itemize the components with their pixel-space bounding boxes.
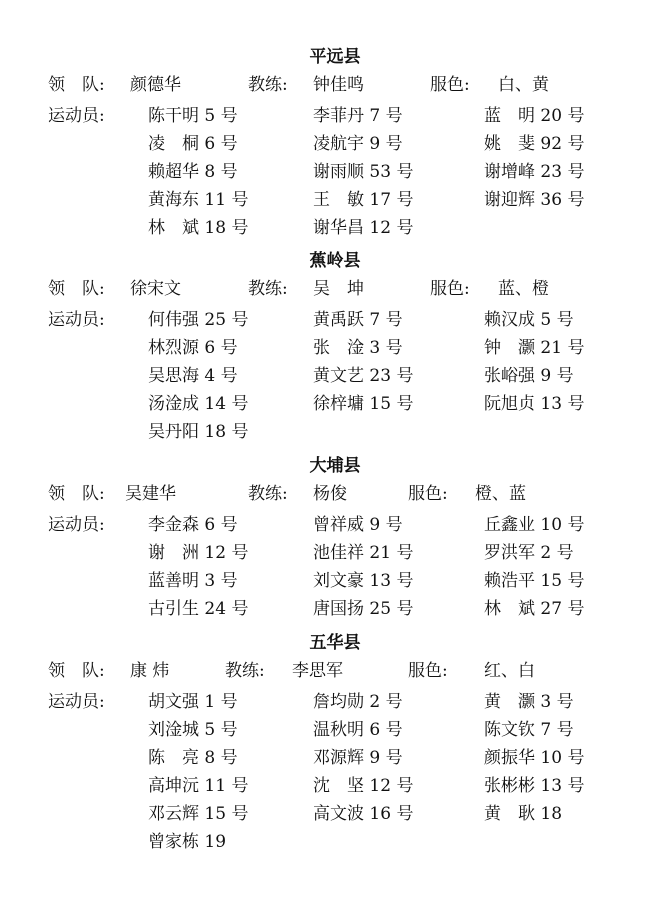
athlete-entry: 张 淦 3 号	[313, 338, 403, 358]
athlete-entry: 谢雨顺 53 号	[313, 162, 414, 182]
athlete-row	[0, 745, 670, 771]
athlete-entry: 邓源辉 9 号	[313, 748, 403, 768]
athlete-entry: 林 斌 18 号	[148, 218, 249, 238]
color-label: 服色:	[430, 279, 470, 299]
athlete-entry: 颜振华 10 号	[484, 748, 585, 768]
athlete-entry: 谢 洲 12 号	[148, 543, 249, 563]
leader-name: 康 炜	[130, 661, 170, 681]
athlete-entry: 何伟强 25 号	[148, 310, 249, 330]
athletes-label: 运动员:	[48, 515, 105, 535]
athlete-entry: 张彬彬 13 号	[484, 776, 585, 796]
athlete-row	[0, 773, 670, 799]
athlete-entry: 谢迎辉 36 号	[484, 190, 585, 210]
athlete-entry: 吴思海 4 号	[148, 366, 238, 386]
athlete-row	[0, 540, 670, 566]
athlete-entry: 丘鑫业 10 号	[484, 515, 585, 535]
athlete-entry: 赖汉成 5 号	[484, 310, 574, 330]
athlete-row	[0, 512, 670, 538]
athlete-entry: 赖浩平 15 号	[484, 571, 585, 591]
athlete-entry: 蓝 明 20 号	[484, 106, 585, 126]
athlete-entry: 王 敏 17 号	[313, 190, 414, 210]
athlete-row	[0, 187, 670, 213]
athlete-entry: 詹均勋 2 号	[313, 692, 403, 712]
athlete-entry: 张峪强 9 号	[484, 366, 574, 386]
athlete-entry: 沈 坚 12 号	[313, 776, 414, 796]
athlete-entry: 阮旭贞 13 号	[484, 394, 585, 414]
athlete-row	[0, 717, 670, 743]
athlete-entry: 蓝善明 3 号	[148, 571, 238, 591]
athlete-row	[0, 689, 670, 715]
athletes-label: 运动员:	[48, 310, 105, 330]
athlete-entry: 高文波 16 号	[313, 804, 414, 824]
athlete-entry: 陈 亮 8 号	[148, 748, 238, 768]
coach-label: 教练:	[248, 279, 288, 299]
coach-name: 李思军	[292, 661, 343, 681]
athlete-entry: 刘文豪 13 号	[313, 571, 414, 591]
athlete-entry: 胡文强 1 号	[148, 692, 238, 712]
staff-line	[0, 276, 670, 302]
athlete-entry: 唐国扬 25 号	[313, 599, 414, 619]
athlete-entry: 黄 灏 3 号	[484, 692, 574, 712]
coach-label: 教练:	[248, 484, 288, 504]
leader-label: 领 队:	[48, 661, 105, 681]
athletes-label: 运动员:	[48, 692, 105, 712]
athlete-row	[0, 307, 670, 333]
athlete-entry: 林 斌 27 号	[484, 599, 585, 619]
color-label: 服色:	[408, 484, 448, 504]
staff-line	[0, 658, 670, 684]
athletes-label: 运动员:	[48, 106, 105, 126]
coach-name: 吴 坤	[313, 279, 364, 299]
athlete-entry: 李金森 6 号	[148, 515, 238, 535]
athlete-entry: 陈干明 5 号	[148, 106, 238, 126]
athlete-row	[0, 159, 670, 185]
athlete-entry: 曾祥威 9 号	[313, 515, 403, 535]
uniform-colors: 红、白	[484, 661, 535, 681]
staff-line	[0, 481, 670, 507]
athlete-entry: 高坤沅 11 号	[148, 776, 249, 796]
athlete-entry: 赖超华 8 号	[148, 162, 238, 182]
athlete-entry: 古引生 24 号	[148, 599, 249, 619]
leader-label: 领 队:	[48, 279, 105, 299]
athlete-entry: 邓云辉 15 号	[148, 804, 249, 824]
athlete-entry: 姚 斐 92 号	[484, 134, 585, 154]
athlete-entry: 罗洪军 2 号	[484, 543, 574, 563]
athlete-entry: 黄文艺 23 号	[313, 366, 414, 386]
athlete-entry: 刘淦城 5 号	[148, 720, 238, 740]
athlete-entry: 凌航宇 9 号	[313, 134, 403, 154]
athlete-entry: 钟 灏 21 号	[484, 338, 585, 358]
uniform-colors: 白、黄	[498, 75, 549, 95]
county-title: 大埔县	[309, 456, 361, 476]
athlete-row	[0, 419, 670, 445]
athlete-entry: 黄海东 11 号	[148, 190, 249, 210]
athlete-entry: 吴丹阳 18 号	[148, 422, 249, 442]
athlete-entry: 黄禹跃 7 号	[313, 310, 403, 330]
athlete-row	[0, 391, 670, 417]
athlete-row	[0, 215, 670, 241]
county-title: 蕉岭县	[309, 251, 361, 271]
athlete-row	[0, 801, 670, 827]
athlete-entry: 谢增峰 23 号	[484, 162, 585, 182]
uniform-colors: 橙、蓝	[475, 484, 526, 504]
leader-name: 吴建华	[125, 484, 176, 504]
uniform-colors: 蓝、橙	[498, 279, 549, 299]
athlete-row	[0, 335, 670, 361]
leader-name: 徐宋文	[130, 279, 181, 299]
athlete-entry: 林烈源 6 号	[148, 338, 238, 358]
coach-name: 杨俊	[313, 484, 347, 504]
athlete-row	[0, 829, 670, 855]
leader-label: 领 队:	[48, 75, 105, 95]
athlete-entry: 凌 桐 6 号	[148, 134, 238, 154]
county-title: 五华县	[309, 633, 361, 653]
athlete-entry: 池佳祥 21 号	[313, 543, 414, 563]
athlete-entry: 温秋明 6 号	[313, 720, 403, 740]
athlete-entry: 陈文钦 7 号	[484, 720, 574, 740]
athlete-row	[0, 131, 670, 157]
staff-line	[0, 72, 670, 98]
athlete-row	[0, 103, 670, 129]
athlete-entry: 李菲丹 7 号	[313, 106, 403, 126]
athlete-entry: 谢华昌 12 号	[313, 218, 414, 238]
athlete-row	[0, 568, 670, 594]
coach-label: 教练:	[248, 75, 288, 95]
athlete-entry: 汤淦成 14 号	[148, 394, 249, 414]
color-label: 服色:	[408, 661, 448, 681]
athlete-entry: 徐梓墉 15 号	[313, 394, 414, 414]
athlete-row	[0, 363, 670, 389]
athlete-entry: 曾家栋 19	[148, 832, 227, 852]
athlete-row	[0, 596, 670, 622]
leader-name: 颜德华	[130, 75, 181, 95]
county-title: 平远县	[309, 47, 361, 67]
leader-label: 领 队:	[48, 484, 105, 504]
color-label: 服色:	[430, 75, 470, 95]
athlete-entry: 黄 耿 18	[484, 804, 563, 824]
coach-label: 教练:	[225, 661, 265, 681]
coach-name: 钟佳鸣	[313, 75, 364, 95]
